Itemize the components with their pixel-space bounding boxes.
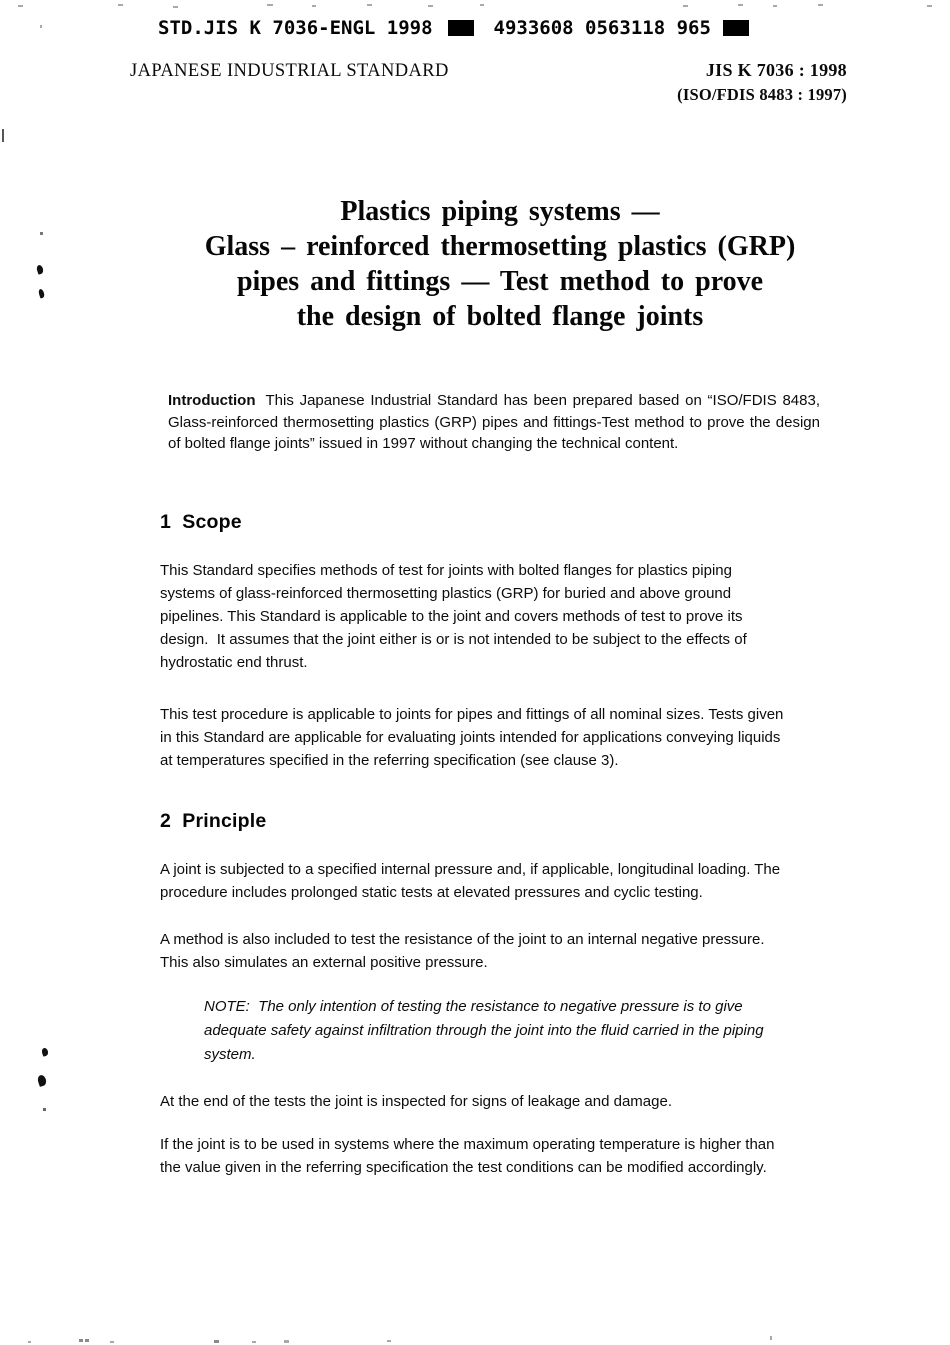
scan-noise-speck	[284, 1340, 289, 1343]
scan-artifact-mark	[41, 1047, 49, 1056]
scan-noise-speck	[428, 5, 433, 7]
text-line: A joint is subjected to a specified internal pressure and, if applicable, longitudinal loading. The	[160, 861, 781, 878]
scan-noise-speck	[214, 1340, 219, 1343]
note-line: system.	[204, 1046, 256, 1063]
scan-artifact-mark	[43, 1108, 46, 1111]
ocr-code-left: STD.JIS K 7036-ENGL 1998	[158, 17, 433, 39]
text-line: If the joint is to be used in systems where the maximum operating temperature is higher than	[160, 1136, 775, 1153]
text-line: pipelines. This Standard is applicable to the joint and covers methods of test to prove its	[160, 608, 743, 625]
principle-paragraph-4	[160, 1133, 774, 1179]
document-title	[160, 194, 840, 334]
scan-artifact-mark	[38, 288, 46, 298]
scan-noise-speck	[773, 5, 777, 7]
text-line: This test procedure is applicable to joints for pipes and fittings of all nominal sizes. Tests given	[160, 706, 784, 723]
filled-square-icon	[448, 20, 474, 36]
scan-noise-speck	[770, 1336, 772, 1340]
note-line: adequate safety against infiltration through the joint into the fluid carried in the piping	[204, 1022, 764, 1039]
text-line: At the end of the tests the joint is inspected for signs of leakage and damage.	[160, 1093, 672, 1110]
scan-noise-speck	[312, 5, 316, 7]
note-paragraph	[204, 995, 764, 1067]
scan-artifact-mark	[36, 264, 44, 274]
filled-square-icon	[723, 20, 749, 36]
standard-number: JIS K 7036 : 1998	[705, 60, 847, 80]
scan-noise-speck	[738, 4, 743, 6]
scan-noise-speck	[173, 6, 178, 8]
introduction-label: Introduction	[168, 392, 256, 409]
introduction-paragraph	[168, 390, 820, 455]
scan-noise-speck	[28, 1341, 31, 1343]
scan-noise-speck	[252, 1341, 256, 1343]
title-line: pipes and fittings — Test method to prove	[236, 266, 764, 297]
text-line: procedure includes prolonged static tests at elevated pressures and cyclic testing.	[160, 884, 703, 901]
scan-artifact-mark	[40, 232, 43, 235]
scan-noise-speck	[110, 1341, 114, 1343]
text-line: A method is also included to test the resistance of the joint to an internal negative pressure.	[160, 931, 765, 948]
section-heading-principle: 2 Principle	[160, 810, 267, 832]
scan-noise-speck	[118, 4, 123, 6]
standard-name: JAPANESE INDUSTRIAL STANDARD	[130, 61, 449, 81]
ocr-code-right: 4933608 0563118 965	[493, 17, 711, 39]
scope-paragraph-2	[160, 703, 783, 772]
scan-artifact-mark	[2, 129, 4, 142]
iso-reference: (ISO/FDIS 8483 : 1997)	[677, 85, 847, 104]
scan-noise-speck	[79, 1339, 83, 1342]
text-line: the value given in the referring specification the test conditions can be modified accordingly.	[160, 1159, 767, 1176]
scan-noise-speck	[387, 1340, 391, 1342]
section-heading-scope: 1 Scope	[160, 511, 242, 533]
scan-artifact-mark	[36, 1074, 47, 1087]
text-line: hydrostatic end thrust.	[160, 654, 308, 671]
scan-noise-speck	[818, 4, 823, 6]
note-line: NOTE: The only intention of testing the resistance to negative pressure is to give	[204, 998, 743, 1015]
ocr-header-line	[158, 17, 749, 39]
scan-noise-speck	[927, 5, 932, 7]
text-line: design. It assumes that the joint either is or is not intended to be subject to the effects of	[160, 631, 747, 648]
scan-noise-speck	[85, 1339, 89, 1342]
scan-noise-speck	[367, 4, 372, 6]
title-line: Plastics piping systems —	[340, 196, 660, 227]
scan-noise-speck	[18, 5, 23, 7]
introduction-text: This Japanese Industrial Standard has been prepared based on “ISO/FDIS 8483, Glass-reinforced thermosetting plastics (GRP) pipes and fittings-Test method to prove the design of bolted flange joints” issued in 1997 without changing the technical content.	[168, 392, 820, 452]
text-line: at temperatures specified in the referring specification (see clause 3).	[160, 752, 619, 769]
scan-noise-speck	[480, 4, 484, 6]
text-line: systems of glass-reinforced thermosetting plastics (GRP) for buried and above ground	[160, 585, 732, 602]
principle-paragraph-2	[160, 928, 765, 974]
principle-paragraph-1	[160, 858, 780, 904]
scan-noise-speck	[40, 25, 42, 28]
scan-noise-speck	[683, 5, 688, 7]
principle-paragraph-3	[160, 1090, 672, 1113]
standard-number-block	[677, 60, 847, 105]
text-line: This Standard specifies methods of test for joints with bolted flanges for plastics piping	[160, 562, 732, 579]
title-line: Glass – reinforced thermosetting plastics (GRP)	[204, 231, 796, 262]
scope-paragraph-1	[160, 559, 747, 674]
scan-noise-speck	[267, 4, 273, 6]
title-line: the design of bolted flange joints	[296, 301, 704, 332]
text-line: in this Standard are applicable for evaluating joints intended for applications conveying liquids	[160, 729, 781, 746]
text-line: This also simulates an external positive pressure.	[160, 954, 488, 971]
